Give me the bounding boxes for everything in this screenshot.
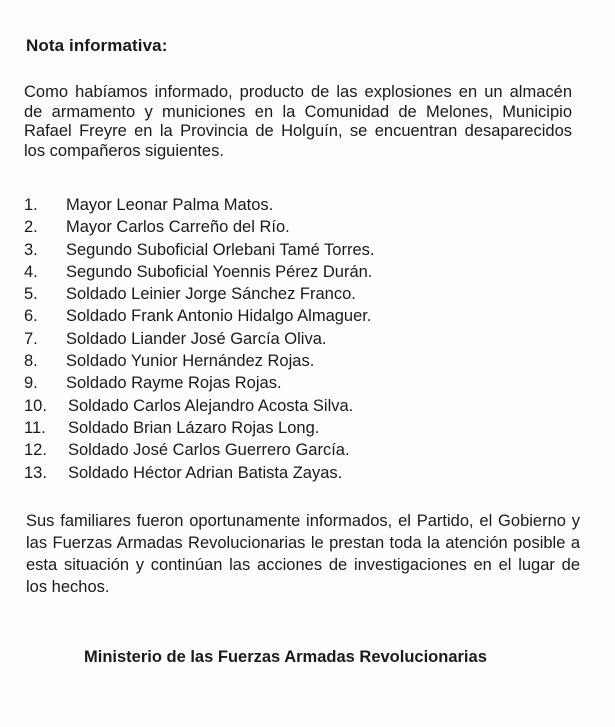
closing-paragraph: Sus familiares fueron oportunamente informados, el Partido, el Gobierno y las Fuerzas Armadas Revolucionarias le prestan toda la atención posible a esta situación y continúan las acciones de investigaciones en el lugar de los hechos. — [26, 512, 580, 596]
list-item-name: Soldado Rayme Rojas Rojas. — [66, 374, 282, 393]
list-item-number: 10. — [24, 396, 47, 415]
list-item — [24, 462, 375, 484]
list-item — [24, 350, 375, 372]
list-item-name: Soldado Frank Antonio Hidalgo Almaguer. — [66, 307, 372, 326]
list-item-name: Soldado Liander José García Oliva. — [66, 329, 327, 348]
list-item-number: 3. — [24, 240, 38, 259]
list-item-number: 13. — [24, 463, 47, 482]
list-item — [24, 372, 375, 394]
list-item — [24, 417, 375, 439]
list-item-name: Mayor Carlos Carreño del Río. — [66, 218, 290, 237]
list-item-number: 2. — [24, 218, 38, 237]
list-item-number: 5. — [24, 285, 38, 304]
list-item — [24, 261, 375, 283]
list-item-name: Soldado Carlos Alejandro Acosta Silva. — [68, 396, 354, 415]
list-item-number: 8. — [24, 352, 38, 371]
list-item-name: Soldado Héctor Adrian Batista Zayas. — [68, 463, 343, 482]
list-item — [24, 194, 375, 216]
list-item-number: 12. — [24, 441, 47, 460]
intro-paragraph: Como habíamos informado, producto de las explosiones en un almacén de armamento y municiones en la Comunidad de Melones, Municipio Rafael Freyre en la Provincia de Holguín, se encuentran desaparecidos los compañeros siguientes. — [24, 83, 572, 160]
list-item-number: 1. — [24, 196, 38, 214]
list-item-number: 6. — [24, 307, 38, 326]
list-item — [24, 239, 375, 261]
list-item-number: 7. — [24, 329, 38, 348]
list-item-name: Soldado Yunior Hernández Rojas. — [66, 352, 315, 371]
list-item — [24, 283, 375, 305]
list-item-number: 11. — [24, 418, 46, 437]
list-item-name: Segundo Suboficial Orlebani Tamé Torres. — [66, 240, 375, 259]
note-title: Nota informativa: — [26, 36, 168, 55]
list-item — [24, 305, 375, 327]
list-item-name: Segundo Suboficial Yoennis Pérez Durán. — [66, 262, 373, 281]
list-item-number: 9. — [24, 374, 38, 393]
list-item — [24, 328, 375, 350]
list-item — [24, 439, 375, 461]
list-item-name: Soldado Brian Lázaro Rojas Long. — [68, 418, 320, 437]
list-item — [24, 395, 375, 417]
list-item-name: Soldado José Carlos Guerrero García. — [68, 441, 350, 460]
signature: Ministerio de las Fuerzas Armadas Revolucionarias — [84, 648, 487, 666]
list-item-name: Soldado Leinier Jorge Sánchez Franco. — [66, 285, 356, 304]
list-item — [24, 216, 375, 238]
list-item-number: 4. — [24, 262, 38, 281]
missing-persons-list — [24, 194, 375, 484]
list-item-name: Mayor Leonar Palma Matos. — [66, 196, 274, 214]
